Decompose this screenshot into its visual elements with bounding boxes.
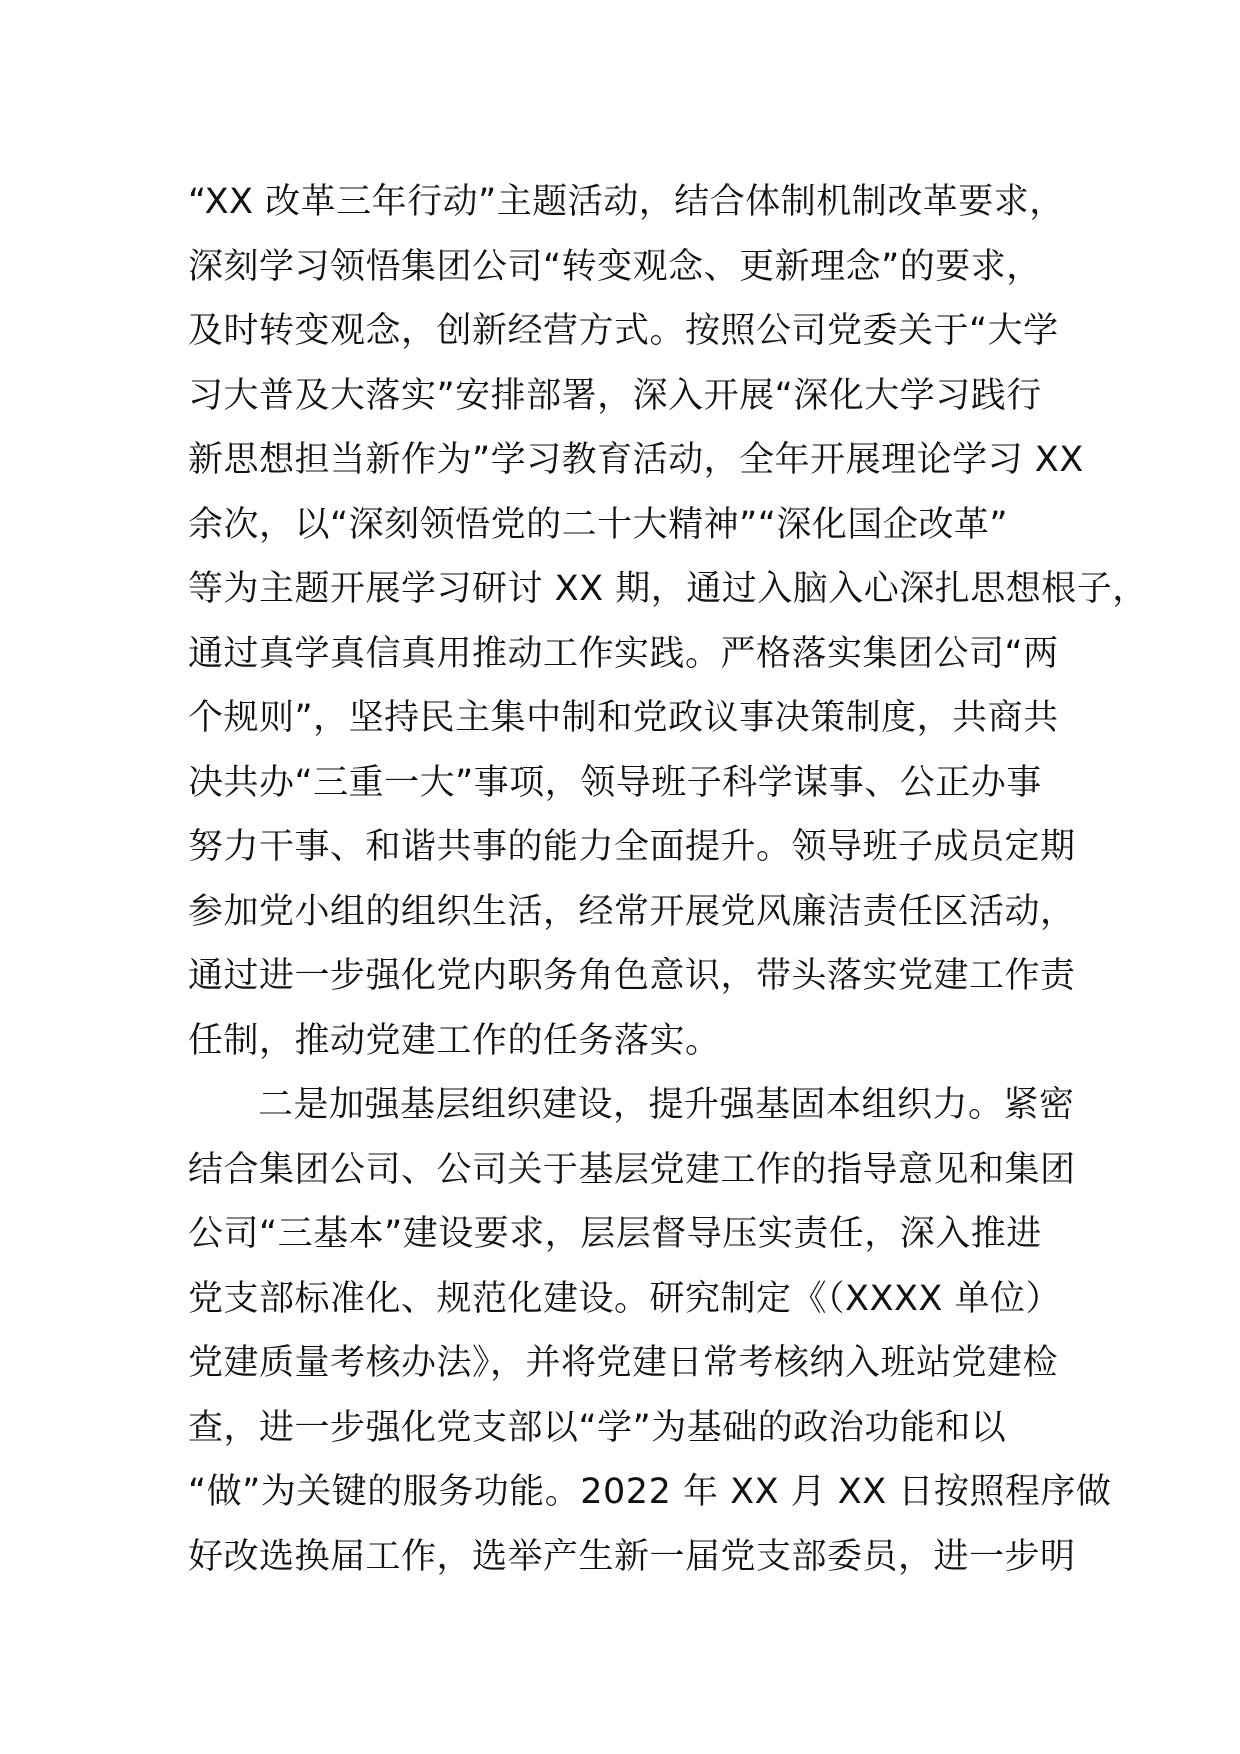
text-line: 结合集团公司、公司关于基层党建工作的指导意见和集团 xyxy=(188,1149,1076,1190)
text-line: 任制，推动党建工作的任务落实。 xyxy=(188,1020,721,1061)
body-text xyxy=(188,170,1148,1589)
text-line: 新思想担当新作为”学习教育活动，全年开展理论学习 XX xyxy=(188,440,1084,480)
text-line: 党支部标准化、规范化建设。研究制定《（XXXX 单位） xyxy=(188,1278,1062,1319)
text-line: 通过真学真信真用推动工作实践。严格落实集团公司“两 xyxy=(188,633,1059,674)
text-line: 余次，以“深刻领悟党的二十大精神”“深化国企改革” xyxy=(188,504,1009,545)
text-line: 决共办“三重一大”事项，领导班子科学谋事、公正办事 xyxy=(188,762,1042,803)
text-line: 努力干事、和谐共事的能力全面提升。领导班子成员定期 xyxy=(188,827,1076,867)
text-line: 党建质量考核办法》，并将党建日常考核纳入班站党建检 xyxy=(188,1343,1059,1383)
text-line: 查，进一步强化党支部以“学”为基础的政治功能和以 xyxy=(188,1407,1007,1448)
text-line: “做”为关键的服务功能。2022 年 XX 月 XX 日按照程序做 xyxy=(188,1472,1112,1512)
text-line: 深刻学习领悟集团公司“转变观念、更新理念”的要求， xyxy=(188,246,1042,287)
text-line: 等为主题开展学习研讨 XX 期，通过入脑入心深扎思想根子， xyxy=(188,569,1148,609)
text-line: 及时转变观念，创新经营方式。按照公司党委关于“大学 xyxy=(188,311,1059,351)
text-line: 通过进一步强化党内职务角色意识，带头落实党建工作责 xyxy=(188,956,1076,996)
text-line: 参加党小组的组织生活，经常开展党风廉洁责任区活动， xyxy=(188,891,1076,932)
text-line: 公司“三基本”建设要求，层层督导压实责任，深入推进 xyxy=(188,1214,1042,1254)
text-line: 习大普及大落实”安排部署，深入开展“深化大学习践行 xyxy=(188,375,1042,416)
text-line: 个规则”，坚持民主集中制和党政议事决策制度，共商共 xyxy=(188,698,1059,738)
paragraph-start-line: 二是加强基层组织建设，提升强基固本组织力。紧密 xyxy=(258,1085,1075,1125)
text-line: “XX 改革三年行动”主题活动，结合体制机制改革要求， xyxy=(188,182,1065,222)
text-line: 好改选换届工作，选举产生新一届党支部委员，进一步明 xyxy=(188,1536,1076,1577)
